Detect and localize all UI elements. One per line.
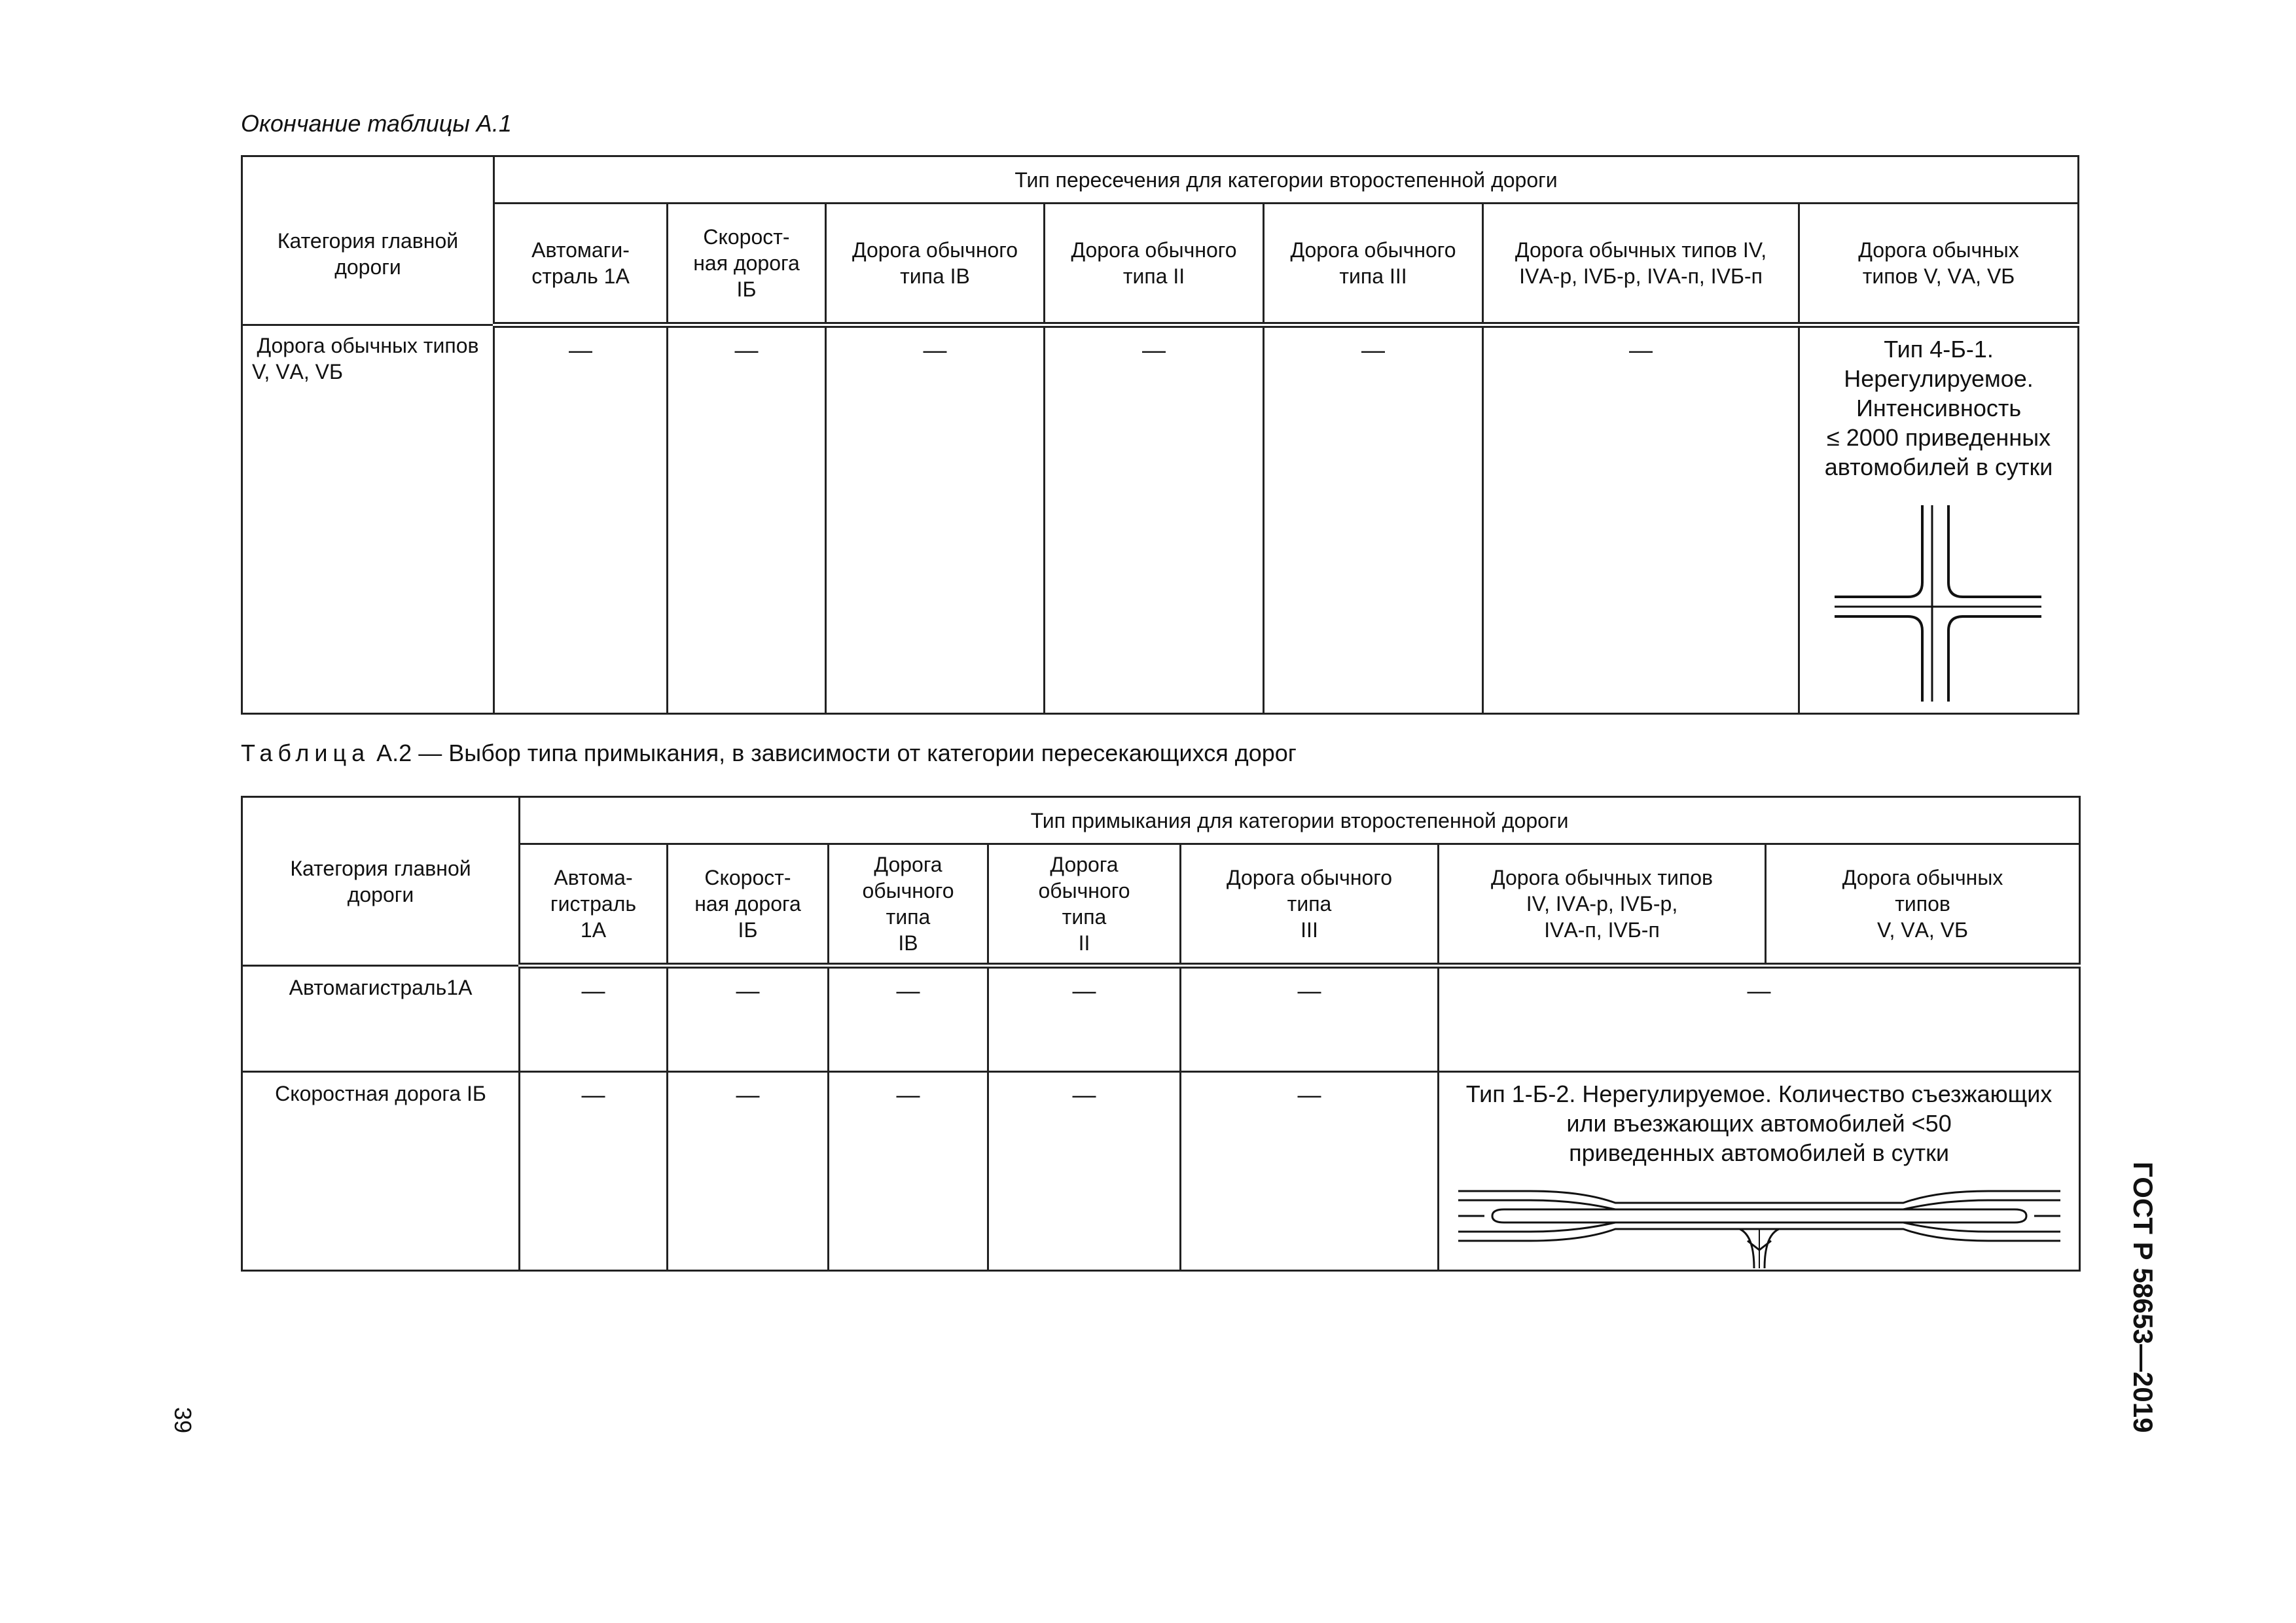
intersection-type-4b1-cell (1799, 325, 2079, 714)
table-cell (520, 966, 668, 1072)
header-col: Дорога обычных типов V, VА, VБ (1799, 204, 2079, 325)
header-intersection-type: Тип пересечения для категории второстепенной дороги (494, 156, 2079, 204)
header-col: Дорога обычных типов V, VА, VБ (1766, 844, 2080, 966)
dash: — (736, 977, 760, 1004)
dash: — (1747, 977, 1771, 1004)
table-cell (668, 966, 829, 1072)
table-cell (520, 1072, 668, 1271)
row-category: Дорога обычных типов V, VА, VБ (242, 325, 494, 714)
table-cell (1483, 325, 1799, 714)
table-cell (826, 325, 1045, 714)
header-col: Дорога обычного типа II (988, 844, 1181, 966)
table-cell (494, 325, 668, 714)
header-junction-type: Тип примыкания для категории второстепенной дороги (520, 797, 2080, 844)
dash: — (896, 1081, 920, 1108)
header-main-road-category: Категория главной дороги (242, 156, 494, 325)
table-a2-caption (241, 740, 1297, 767)
dash: — (1629, 336, 1653, 363)
header-col: Скорост- ная дорога IБ (668, 844, 829, 966)
dash: — (581, 1081, 605, 1108)
dash: — (1072, 1081, 1096, 1108)
table-cell (668, 325, 826, 714)
dash: — (736, 1081, 760, 1108)
dash: — (923, 336, 947, 363)
header-col: Дорога обычных типов IV, IVА-р, IVБ-р, IVА-п, IVБ-п (1483, 204, 1799, 325)
dash: — (734, 336, 759, 363)
header-col: Дорога обычного типа III (1181, 844, 1439, 966)
table-cell (1181, 1072, 1439, 1271)
dash: — (569, 336, 592, 363)
row-category: Автомагистраль1А (242, 966, 520, 1072)
junction-type-1b2-cell (1439, 1072, 2080, 1271)
table-a1 (241, 155, 2079, 715)
header-col: Скорост- ная дорога IБ (668, 204, 826, 325)
header-col: Автома- гистраль 1А (520, 844, 668, 966)
dash: — (1297, 977, 1321, 1004)
table-cell (1045, 325, 1264, 714)
header-col: Дорога обычного типа IВ (829, 844, 988, 966)
crossroad-diagram (1831, 505, 2047, 708)
table-continuation-caption: Окончание таблицы А.1 (241, 110, 512, 137)
header-col: Дорога обычного типа II (1045, 204, 1264, 325)
table-cell (988, 1072, 1181, 1271)
header-main-road-category: Категория главной дороги (242, 797, 520, 966)
table-cell-merged (1439, 966, 2080, 1072)
table-cell (829, 1072, 988, 1271)
table-a2 (241, 796, 2081, 1272)
table-cell (988, 966, 1181, 1072)
dash: — (1361, 336, 1385, 363)
dash: — (581, 977, 605, 1004)
junction-description: Тип 1-Б-2. Нерегулируемое. Количество съезжающих или въезжающих автомобилей <50 приведенных автомобилей в сутки (1465, 1080, 2053, 1166)
dash: — (1142, 336, 1166, 363)
dash: — (896, 977, 920, 1004)
document-code: ГОСТ Р 58653—2019 (2128, 1162, 2159, 1433)
caption-label: Таблица (241, 740, 370, 766)
caption-text: А.2 — Выбор типа примыкания, в зависимости от категории пересекающихся дорог (370, 740, 1297, 766)
row-category: Скоростная дорога IБ (242, 1072, 520, 1271)
header-col: Автомаги- страль 1А (494, 204, 668, 325)
page-number: 39 (170, 1407, 196, 1434)
junction-diagram (1452, 1177, 2067, 1268)
dash: — (1297, 1081, 1321, 1108)
dash: — (1072, 977, 1096, 1004)
header-col: Дорога обычного типа III (1264, 204, 1483, 325)
intersection-description: Тип 4-Б-1. Нерегулируемое. Интенсивность ≤ 2000 приведенных автомобилей в сутки (1824, 336, 2053, 480)
table-cell (829, 966, 988, 1072)
header-col: Дорога обычных типов IV, IVА-р, IVБ-р, IVА-п, IVБ-п (1439, 844, 1766, 966)
table-cell (1264, 325, 1483, 714)
header-col: Дорога обычного типа IВ (826, 204, 1045, 325)
table-cell (1181, 966, 1439, 1072)
table-cell (668, 1072, 829, 1271)
